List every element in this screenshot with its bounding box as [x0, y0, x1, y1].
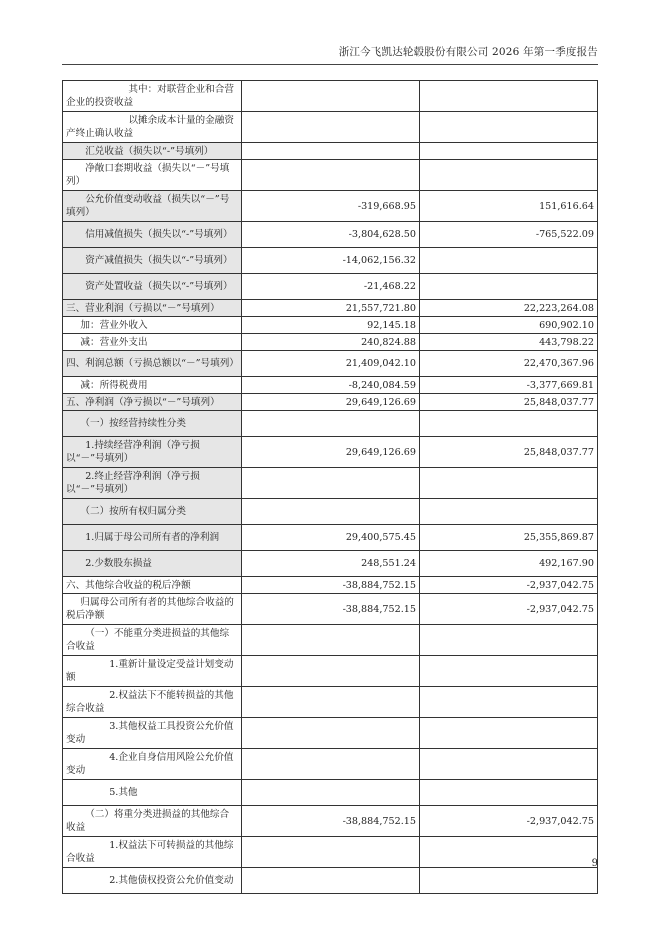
row-label: 1.持续经营净利润（净亏损以“－”号填列） — [63, 437, 242, 468]
table-row — [63, 868, 598, 894]
current-period-value — [242, 160, 420, 191]
table-row — [63, 377, 598, 394]
current-period-value — [242, 868, 420, 894]
page-number: 9 — [591, 858, 598, 869]
table-row — [63, 160, 598, 191]
report-header: 浙江今飞凯达轮毂股份有限公司 2026 年第一季度报告 — [62, 44, 598, 65]
row-label: 3.其他权益工具投资公允价值变动 — [63, 718, 242, 749]
prior-period-value — [420, 411, 598, 437]
row-label: 汇兑收益（损失以“-”号填列） — [63, 143, 242, 160]
current-period-value: -38,884,752.15 — [242, 594, 420, 625]
current-period-value: -38,884,752.15 — [242, 806, 420, 837]
current-period-value — [242, 749, 420, 780]
row-label: 资产减值损失（损失以“-”号填列） — [63, 248, 242, 274]
prior-period-value — [420, 837, 598, 868]
table-row — [63, 143, 598, 160]
row-label: 减：营业外支出 — [63, 334, 242, 351]
prior-period-value — [420, 868, 598, 894]
row-label: 以摊余成本计量的金融资产终止确认收益 — [63, 112, 242, 143]
row-label: 三、营业利润（亏损以“－”号填列） — [63, 300, 242, 317]
table-row — [63, 551, 598, 577]
row-label: 资产处置收益（损失以“-”号填列） — [63, 274, 242, 300]
prior-period-value — [420, 780, 598, 806]
current-period-value: 21,557,721.80 — [242, 300, 420, 317]
prior-period-value — [420, 248, 598, 274]
prior-period-value: -2,937,042.75 — [420, 594, 598, 625]
row-label: 净敞口套期收益（损失以“－”号填列） — [63, 160, 242, 191]
table-row — [63, 317, 598, 334]
current-period-value: -3,804,628.50 — [242, 222, 420, 248]
current-period-value — [242, 837, 420, 868]
prior-period-value — [420, 625, 598, 656]
prior-period-value — [420, 81, 598, 112]
current-period-value: -14,062,156.32 — [242, 248, 420, 274]
table-row — [63, 112, 598, 143]
current-period-value: -38,884,752.15 — [242, 577, 420, 594]
row-label: 2.权益法下不能转损益的其他综合收益 — [63, 687, 242, 718]
current-period-value: 92,145.18 — [242, 317, 420, 334]
current-period-value — [242, 625, 420, 656]
prior-period-value — [420, 112, 598, 143]
table-row — [63, 248, 598, 274]
row-label: 减：所得税费用 — [63, 377, 242, 394]
row-label: 1.权益法下可转损益的其他综合收益 — [63, 837, 242, 868]
current-period-value: 240,824.88 — [242, 334, 420, 351]
prior-period-value: 22,223,264.08 — [420, 300, 598, 317]
table-row — [63, 300, 598, 317]
current-period-value: 21,409,042.10 — [242, 351, 420, 377]
row-label: （二）将重分类进损益的其他综合收益 — [63, 806, 242, 837]
table-row — [63, 191, 598, 222]
prior-period-value: 25,848,037.77 — [420, 394, 598, 411]
current-period-value — [242, 411, 420, 437]
current-period-value: -319,668.95 — [242, 191, 420, 222]
row-label: （二）按所有权归属分类 — [63, 499, 242, 525]
current-period-value: 248,551.24 — [242, 551, 420, 577]
current-period-value — [242, 499, 420, 525]
table-row — [63, 718, 598, 749]
prior-period-value — [420, 749, 598, 780]
row-label: 归属母公司所有者的其他综合收益的税后净额 — [63, 594, 242, 625]
income-statement-table — [62, 80, 598, 894]
prior-period-value — [420, 499, 598, 525]
prior-period-value: 22,470,367.96 — [420, 351, 598, 377]
current-period-value — [242, 112, 420, 143]
table-row — [63, 625, 598, 656]
prior-period-value: 690,902.10 — [420, 317, 598, 334]
row-label: 五、净利润（净亏损以“－”号填列） — [63, 394, 242, 411]
row-label: 加：营业外收入 — [63, 317, 242, 334]
table-row — [63, 468, 598, 499]
row-label: （一）按经营持续性分类 — [63, 411, 242, 437]
table-row — [63, 437, 598, 468]
row-label: 1.重新计量设定受益计划变动额 — [63, 656, 242, 687]
prior-period-value: 443,798.22 — [420, 334, 598, 351]
prior-period-value: -2,937,042.75 — [420, 577, 598, 594]
prior-period-value — [420, 687, 598, 718]
prior-period-value: 25,848,037.77 — [420, 437, 598, 468]
table-row — [63, 499, 598, 525]
current-period-value: 29,649,126.69 — [242, 437, 420, 468]
table-row — [63, 687, 598, 718]
table-row — [63, 394, 598, 411]
row-label: 其中：对联营企业和合营企业的投资收益 — [63, 81, 242, 112]
table-row — [63, 577, 598, 594]
prior-period-value — [420, 656, 598, 687]
current-period-value: -21,468.22 — [242, 274, 420, 300]
row-label: （一）不能重分类进损益的其他综合收益 — [63, 625, 242, 656]
prior-period-value — [420, 160, 598, 191]
current-period-value — [242, 718, 420, 749]
row-label: 1.归属于母公司所有者的净利润 — [63, 525, 242, 551]
row-label: 六、其他综合收益的税后净额 — [63, 577, 242, 594]
table-row — [63, 656, 598, 687]
table-row — [63, 780, 598, 806]
prior-period-value: -765,522.09 — [420, 222, 598, 248]
current-period-value: 29,400,575.45 — [242, 525, 420, 551]
current-period-value — [242, 81, 420, 112]
table-row — [63, 525, 598, 551]
row-label: 公允价值变动收益（损失以“－”号填列） — [63, 191, 242, 222]
current-period-value — [242, 687, 420, 718]
row-label: 5.其他 — [63, 780, 242, 806]
prior-period-value — [420, 274, 598, 300]
current-period-value — [242, 780, 420, 806]
table-row — [63, 334, 598, 351]
table-row — [63, 411, 598, 437]
table-row — [63, 81, 598, 112]
prior-period-value — [420, 468, 598, 499]
row-label: 信用减值损失（损失以“-”号填列） — [63, 222, 242, 248]
table-row — [63, 351, 598, 377]
row-label: 2.终止经营净利润（净亏损以“－”号填列） — [63, 468, 242, 499]
prior-period-value: 151,616.64 — [420, 191, 598, 222]
current-period-value: 29,649,126.69 — [242, 394, 420, 411]
current-period-value — [242, 468, 420, 499]
current-period-value: -8,240,084.59 — [242, 377, 420, 394]
prior-period-value: -3,377,669.81 — [420, 377, 598, 394]
current-period-value — [242, 656, 420, 687]
prior-period-value: -2,937,042.75 — [420, 806, 598, 837]
table-row — [63, 594, 598, 625]
table-row — [63, 222, 598, 248]
prior-period-value: 25,355,869.87 — [420, 525, 598, 551]
row-label: 2.少数股东损益 — [63, 551, 242, 577]
table-row — [63, 806, 598, 837]
row-label: 2.其他债权投资公允价值变动 — [63, 868, 242, 894]
table-row — [63, 749, 598, 780]
current-period-value — [242, 143, 420, 160]
prior-period-value — [420, 143, 598, 160]
row-label: 四、利润总额（亏损总额以“－”号填列） — [63, 351, 242, 377]
table-row — [63, 837, 598, 868]
prior-period-value — [420, 718, 598, 749]
table-row — [63, 274, 598, 300]
row-label: 4.企业自身信用风险公允价值变动 — [63, 749, 242, 780]
prior-period-value: 492,167.90 — [420, 551, 598, 577]
